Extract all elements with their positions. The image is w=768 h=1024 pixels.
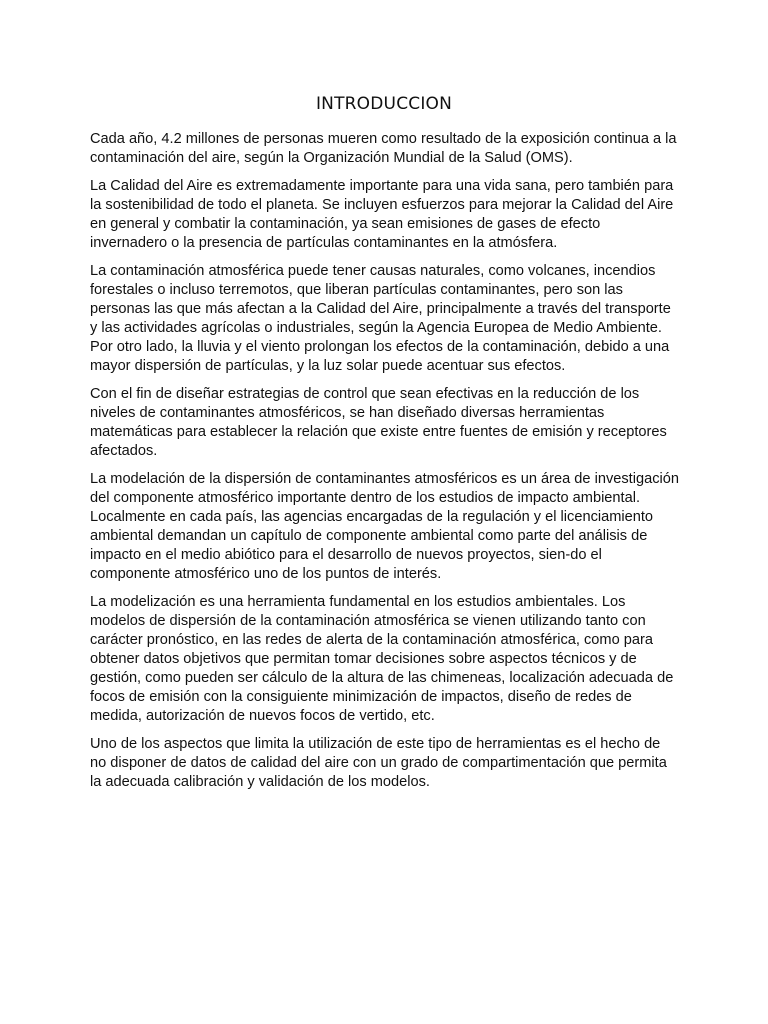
paragraph-1: Cada año, 4.2 millones de personas mueren como resultado de la exposición continua a la contaminación del aire, según la Organización Mundial de la Salud (OMS). <box>90 131 677 166</box>
paragraph-3: La contaminación atmosférica puede tener causas naturales, como volcanes, incendios forestales o incluso terremotos, que liberan partículas contaminantes, pero son las personas las que más afectan a la Calidad del Aire, principalmente a través del transporte y las actividades agrícolas o industriales, según la Agencia Europea de Medio Ambiente. Por otro lado, la lluvia y el viento prolongan los efectos de la contaminación, debido a una mayor dispersión de partículas, y la luz solar puede acentuar sus efectos. <box>90 263 671 374</box>
page-title: INTRODUCCION <box>315 94 453 114</box>
paragraph-2: La Calidad del Aire es extremadamente importante para una vida sana, pero también para la sostenibilidad de todo el planeta. Se incluyen esfuerzos para mejorar la Calidad del Aire en general y combatir la contaminación, ya sean emisiones de gases de efecto invernadero o la presencia de partículas contaminantes en la atmósfera. <box>90 178 674 251</box>
paragraph-7: Uno de los aspectos que limita la utilización de este tipo de herramientas es el hecho de no disponer de datos de calidad del aire con un grado de compartimentación que permita la adecuada calibración y validación de los modelos. <box>90 736 667 790</box>
paragraph-5: La modelación de la dispersión de contaminantes atmosféricos es un área de investigación del componente atmosférico importante dentro de los estudios de impacto ambiental. Localmente en cada país, las agencias encargadas de la regulación y el licenciamiento ambiental demandan un capítulo de componente ambiental como parte del análisis de impacto en el medio abiótico para el desarrollo de nuevos proyectos, sien-do el componente atmosférico uno de los puntos de interés. <box>90 471 679 582</box>
document-body <box>90 130 680 801</box>
paragraph-4: Con el fin de diseñar estrategias de control que sean efectivas en la reducción de los niveles de contaminantes atmosféricos, se han diseñado diversas herramientas matemáticas para establecer la relación que existe entre fuentes de emisión y receptores afectados. <box>90 386 667 459</box>
paragraph-6: La modelización es una herramienta fundamental en los estudios ambientales. Los modelos de dispersión de la contaminación atmosférica se vienen utilizando tanto con carácter pronóstico, en las redes de alerta de la contaminación atmosférica, como para obtener datos objetivos que permitan tomar decisiones sobre aspectos técnicos y de gestión, como pueden ser cálculo de la altura de las chimeneas, localización adecuada de focos de emisión con la consiguiente minimización de impactos, diseño de redes de medida, autorización de nuevos focos de vertido, etc. <box>90 594 674 724</box>
